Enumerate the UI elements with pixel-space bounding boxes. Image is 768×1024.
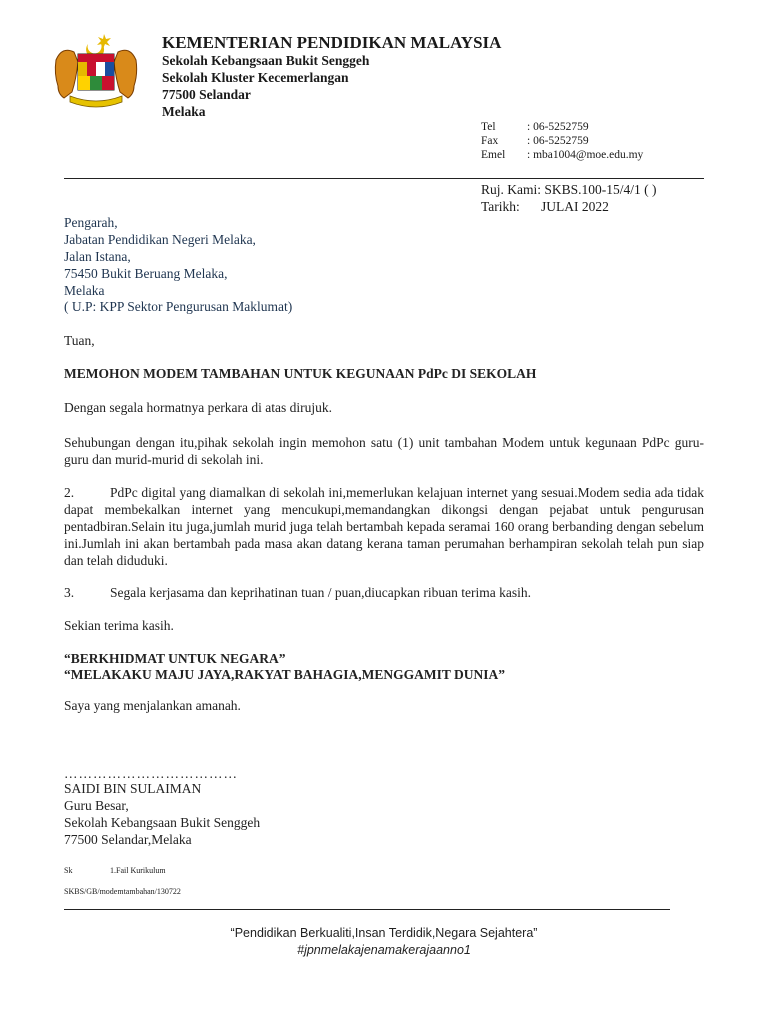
footer-divider: [64, 909, 670, 910]
reference-date: [481, 199, 609, 215]
email-value: : mba1004@moe.edu.my: [527, 149, 644, 161]
paragraph-3: [64, 585, 531, 601]
signatory-title: Guru Besar,: [64, 798, 129, 813]
fax-label: Fax: [481, 135, 499, 147]
cc-line: [64, 866, 166, 875]
cc-label: Sk: [64, 866, 73, 875]
signatory-address: 77500 Selandar,Melaka: [64, 832, 192, 847]
school-name: Sekolah Kebangsaan Bukit Senggeh: [162, 53, 370, 68]
paragraph-3-number: 3.: [64, 585, 75, 600]
signature-dots: ………………………………: [64, 766, 238, 781]
recipient-line-2: Jabatan Pendidikan Negeri Melaka,: [64, 232, 256, 247]
signatory-name: SAIDI BIN SULAIMAN: [64, 781, 202, 796]
paragraph-2-text: PdPc digital yang diamalkan di sekolah ini,memerlukan kelajuan internet yang sesuai.Modem sedia ada tidak dapat membekalkan internet yang mencukupi,memandangkan dikongsi dengan pejabat untuk pengurusan pentadbiran.Selain itu juga,jumlah murid juga telah bertambah kepada seramai 160 orang berbanding dengan sebelum ini.Jumlah ini akan bertambah pada masa akan datang kerana taman perumahan berhampiran sekolah telah pun siap dan telah diduduki.: [64, 485, 704, 568]
recipient-line-3: Jalan Istana,: [64, 249, 131, 264]
intro-paragraph: Dengan segala hormatnya perkara di atas dirujuk.: [64, 400, 333, 415]
ministry-title: KEMENTERIAN PENDIDIKAN MALAYSIA: [162, 33, 502, 52]
date-value: JULAI 2022: [541, 199, 609, 214]
contact-tel: [481, 121, 589, 133]
school-postcode-city: 77500 Selandar: [162, 87, 251, 102]
recipient-line-1: Pengarah,: [64, 215, 118, 230]
paragraph-3-text: Segala kerjasama dan keprihatinan tuan / puan,diucapkan ribuan terima kasih.: [110, 585, 531, 600]
contact-email: [481, 149, 643, 161]
cc-value: 1.Fail Kurikulum: [110, 866, 166, 875]
recipient-line-6: ( U.P: KPP Sektor Pengurusan Maklumat): [64, 299, 293, 314]
footer-slogan: “Pendidikan Berkualiti,Insan Terdidik,Negara Sejahtera”: [230, 926, 538, 940]
closing-line: Sekian terima kasih.: [64, 618, 174, 633]
school-cluster: Sekolah Kluster Kecemerlangan: [162, 70, 349, 85]
malaysia-coat-of-arms-icon: [50, 30, 142, 110]
letter-subject: MEMOHON MODEM TAMBAHAN UNTUK KEGUNAAN PdPc DI SEKOLAH: [64, 366, 537, 381]
email-label: Emel: [481, 149, 506, 161]
recipient-line-5: Melaka: [64, 283, 105, 298]
signoff-line: Saya yang menjalankan amanah.: [64, 698, 241, 713]
motto-1: “BERKHIDMAT UNTUK NEGARA”: [64, 651, 286, 666]
reference-number: Ruj. Kami: SKBS.100-15/4/1 ( ): [481, 182, 657, 197]
school-state: Melaka: [162, 104, 206, 119]
file-reference: SKBS/GB/modemtambahan/130722: [64, 887, 181, 896]
contact-fax: [481, 135, 589, 147]
paragraph-2-number: 2.: [64, 485, 75, 500]
tel-label: Tel: [481, 121, 496, 133]
paragraph-2: [64, 484, 704, 569]
date-label: Tarikh:: [481, 199, 520, 214]
fax-value: : 06-5252759: [527, 135, 589, 147]
motto-2: “MELAKAKU MAJU JAYA,RAKYAT BAHAGIA,MENGGAMIT DUNIA”: [64, 667, 506, 682]
paragraph-1: Sehubungan dengan itu,pihak sekolah ingin memohon satu (1) unit tambahan Modem untuk kegunaan PdPc guru-guru dan murid-murid di sekolah ini.: [64, 435, 704, 467]
salutation: Tuan,: [64, 333, 95, 348]
tel-value: : 06-5252759: [527, 121, 589, 133]
header-divider: [64, 178, 704, 179]
signatory-school: Sekolah Kebangsaan Bukit Senggeh: [64, 815, 261, 830]
footer-hashtag: #jpnmelakajenamakerajaanno1: [297, 943, 471, 957]
recipient-line-4: 75450 Bukit Beruang Melaka,: [64, 266, 228, 281]
